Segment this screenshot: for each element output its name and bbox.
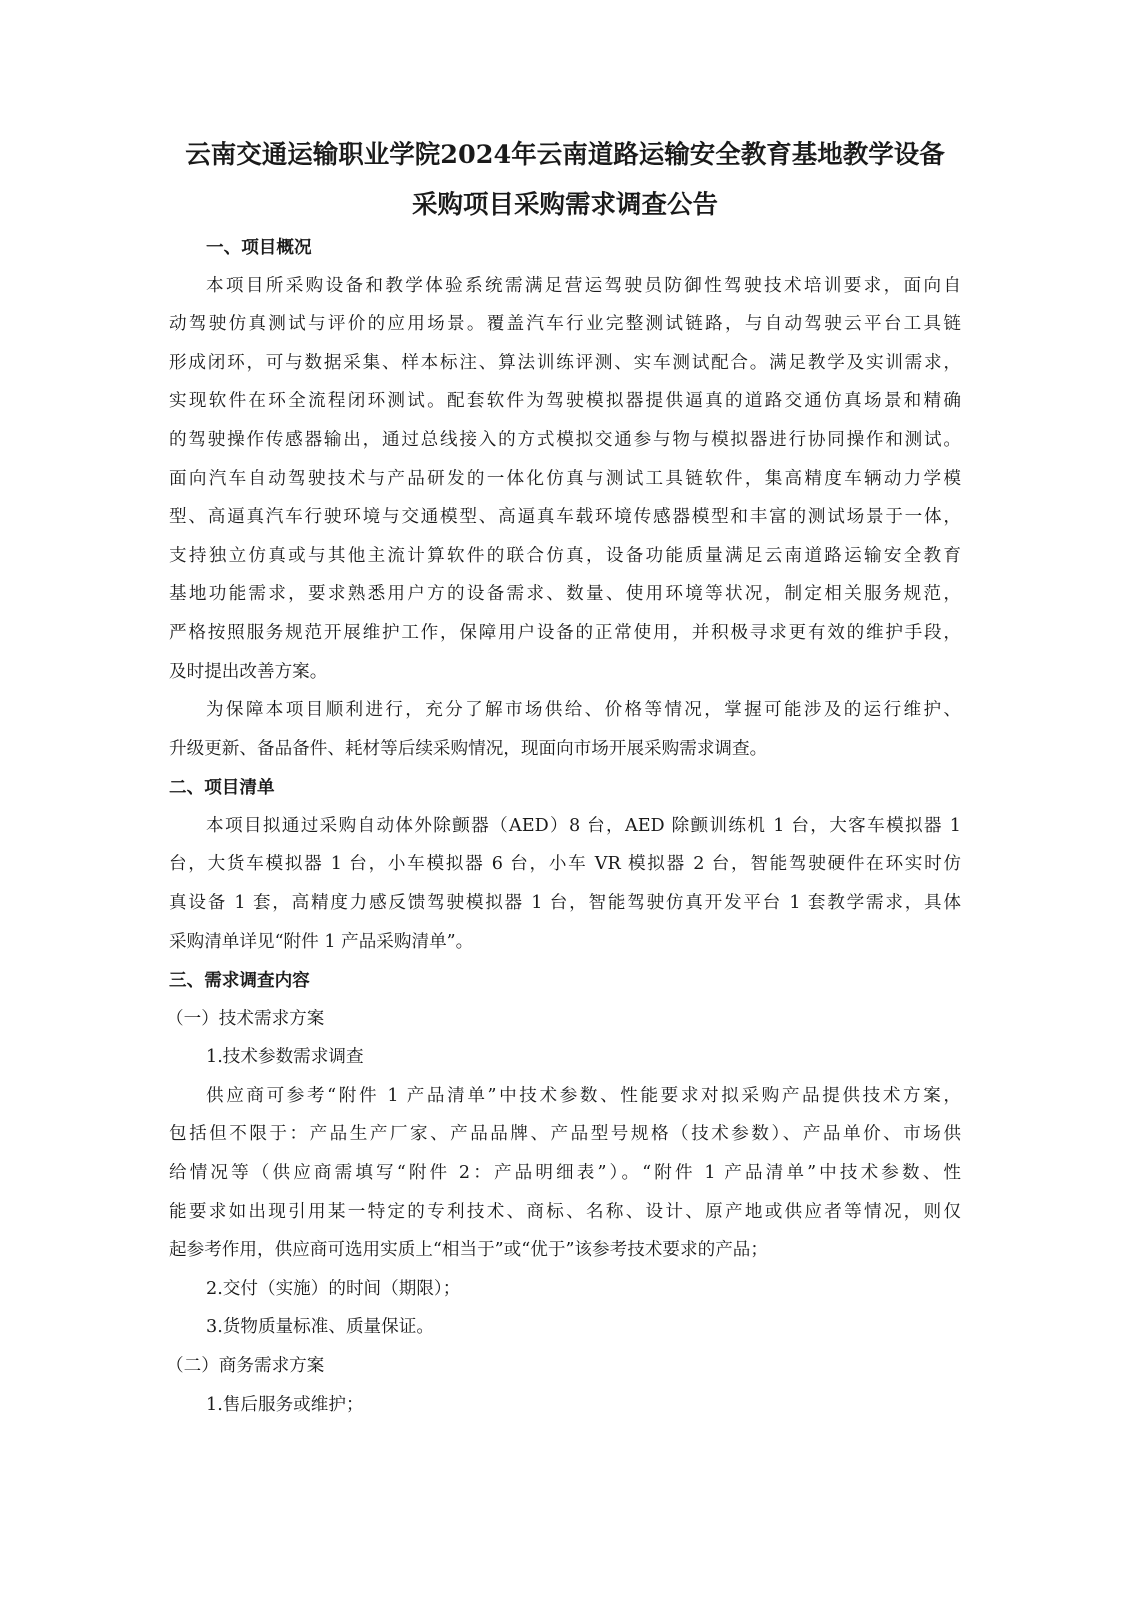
- list-item: 1.售后服务或维护；: [206, 1395, 364, 1415]
- paragraph-line: 升级更新、备品备件、耗材等后续采购情况，现面向市场开展采购需求调查。: [169, 739, 768, 759]
- paragraph-line: 供应商可参考“附件 1 产品清单”中技术参数、性能要求对拟采购产品提供技术方案，: [206, 1086, 961, 1106]
- paragraph-line: 支持独立仿真或与其他主流计算软件的联合仿真，设备功能质量满足云南道路运输安全教育: [169, 546, 961, 566]
- list-item: 3.货物质量标准、质量保证。: [206, 1317, 434, 1337]
- paragraph-line: 形成闭环，可与数据采集、样本标注、算法训练评测、实车测试配合。满足教学及实训需求，: [169, 353, 961, 373]
- subsection-heading-technical: （一）技术需求方案: [166, 1009, 325, 1029]
- paragraph-line: 本项目拟通过采购自动体外除颤器（AED）8 台，AED 除颤训练机 1 台，大客车模拟器 1: [206, 816, 961, 836]
- paragraph-line: 台，大货车模拟器 1 台，小车模拟器 6 台，小车 VR 模拟器 2 台，智能驾驶硬件在环实时仿: [169, 854, 961, 874]
- paragraph-line: 起参考作用，供应商可选用实质上“相当于”或“优于”该参考技术要求的产品；: [169, 1240, 768, 1260]
- section-heading-survey: 三、需求调查内容: [169, 970, 310, 991]
- paragraph-line: 及时提出改善方案。: [169, 662, 328, 682]
- list-item: 1.技术参数需求调查: [206, 1047, 364, 1067]
- paragraph-line: 的驾驶操作传感器输出，通过总线接入的方式模拟交通参与物与模拟器进行协同操作和测试。: [169, 430, 961, 450]
- section-heading-list: 二、项目清单: [169, 777, 275, 798]
- paragraph-line: 采购清单详见“附件 1 产品采购清单”。: [169, 932, 474, 952]
- paragraph-line: 为保障本项目顺利进行，充分了解市场供给、价格等情况，掌握可能涉及的运行维护、: [206, 700, 961, 720]
- section-heading-overview: 一、项目概况: [206, 237, 312, 258]
- paragraph-line: 动驾驶仿真测试与评价的应用场景。覆盖汽车行业完整测试链路，与自动驾驶云平台工具链: [169, 314, 961, 334]
- paragraph-line: 真设备 1 套，高精度力感反馈驾驶模拟器 1 台，智能驾驶仿真开发平台 1 套教学需求，具体: [169, 893, 961, 913]
- list-item: 2.交付（实施）的时间（期限）；: [206, 1279, 461, 1299]
- document-title-line-2: 采购项目采购需求调查公告: [411, 190, 718, 220]
- document-title-line-1: 云南交通运输职业学院2024年云南道路运输安全教育基地教学设备: [185, 140, 945, 170]
- paragraph-line: 型、高逼真汽车行驶环境与交通模型、高逼真车载环境传感器模型和丰富的测试场景于一体，: [169, 507, 961, 527]
- paragraph-line: 能要求如出现引用某一特定的专利技术、商标、名称、设计、原产地或供应者等情况，则仅: [169, 1202, 961, 1222]
- subsection-heading-commercial: （二）商务需求方案: [166, 1356, 325, 1376]
- paragraph-line: 实现软件在环全流程闭环测试。配套软件为驾驶模拟器提供逼真的道路交通仿真场景和精确: [169, 391, 961, 411]
- paragraph-line: 面向汽车自动驾驶技术与产品研发的一体化仿真与测试工具链软件，集高精度车辆动力学模: [169, 469, 961, 489]
- paragraph-line: 本项目所采购设备和教学体验系统需满足营运驾驶员防御性驾驶技术培训要求，面向自: [206, 276, 961, 296]
- paragraph-line: 基地功能需求，要求熟悉用户方的设备需求、数量、使用环境等状况，制定相关服务规范，: [169, 584, 961, 604]
- paragraph-line: 包括但不限于：产品生产厂家、产品品牌、产品型号规格（技术参数）、产品单价、市场供: [169, 1124, 961, 1144]
- paragraph-line: 严格按照服务规范开展维护工作，保障用户设备的正常使用，并积极寻求更有效的维护手段，: [169, 623, 961, 643]
- paragraph-line: 给情况等（供应商需填写“附件 2：产品明细表”）。“附件 1 产品清单”中技术参数、性: [169, 1163, 961, 1183]
